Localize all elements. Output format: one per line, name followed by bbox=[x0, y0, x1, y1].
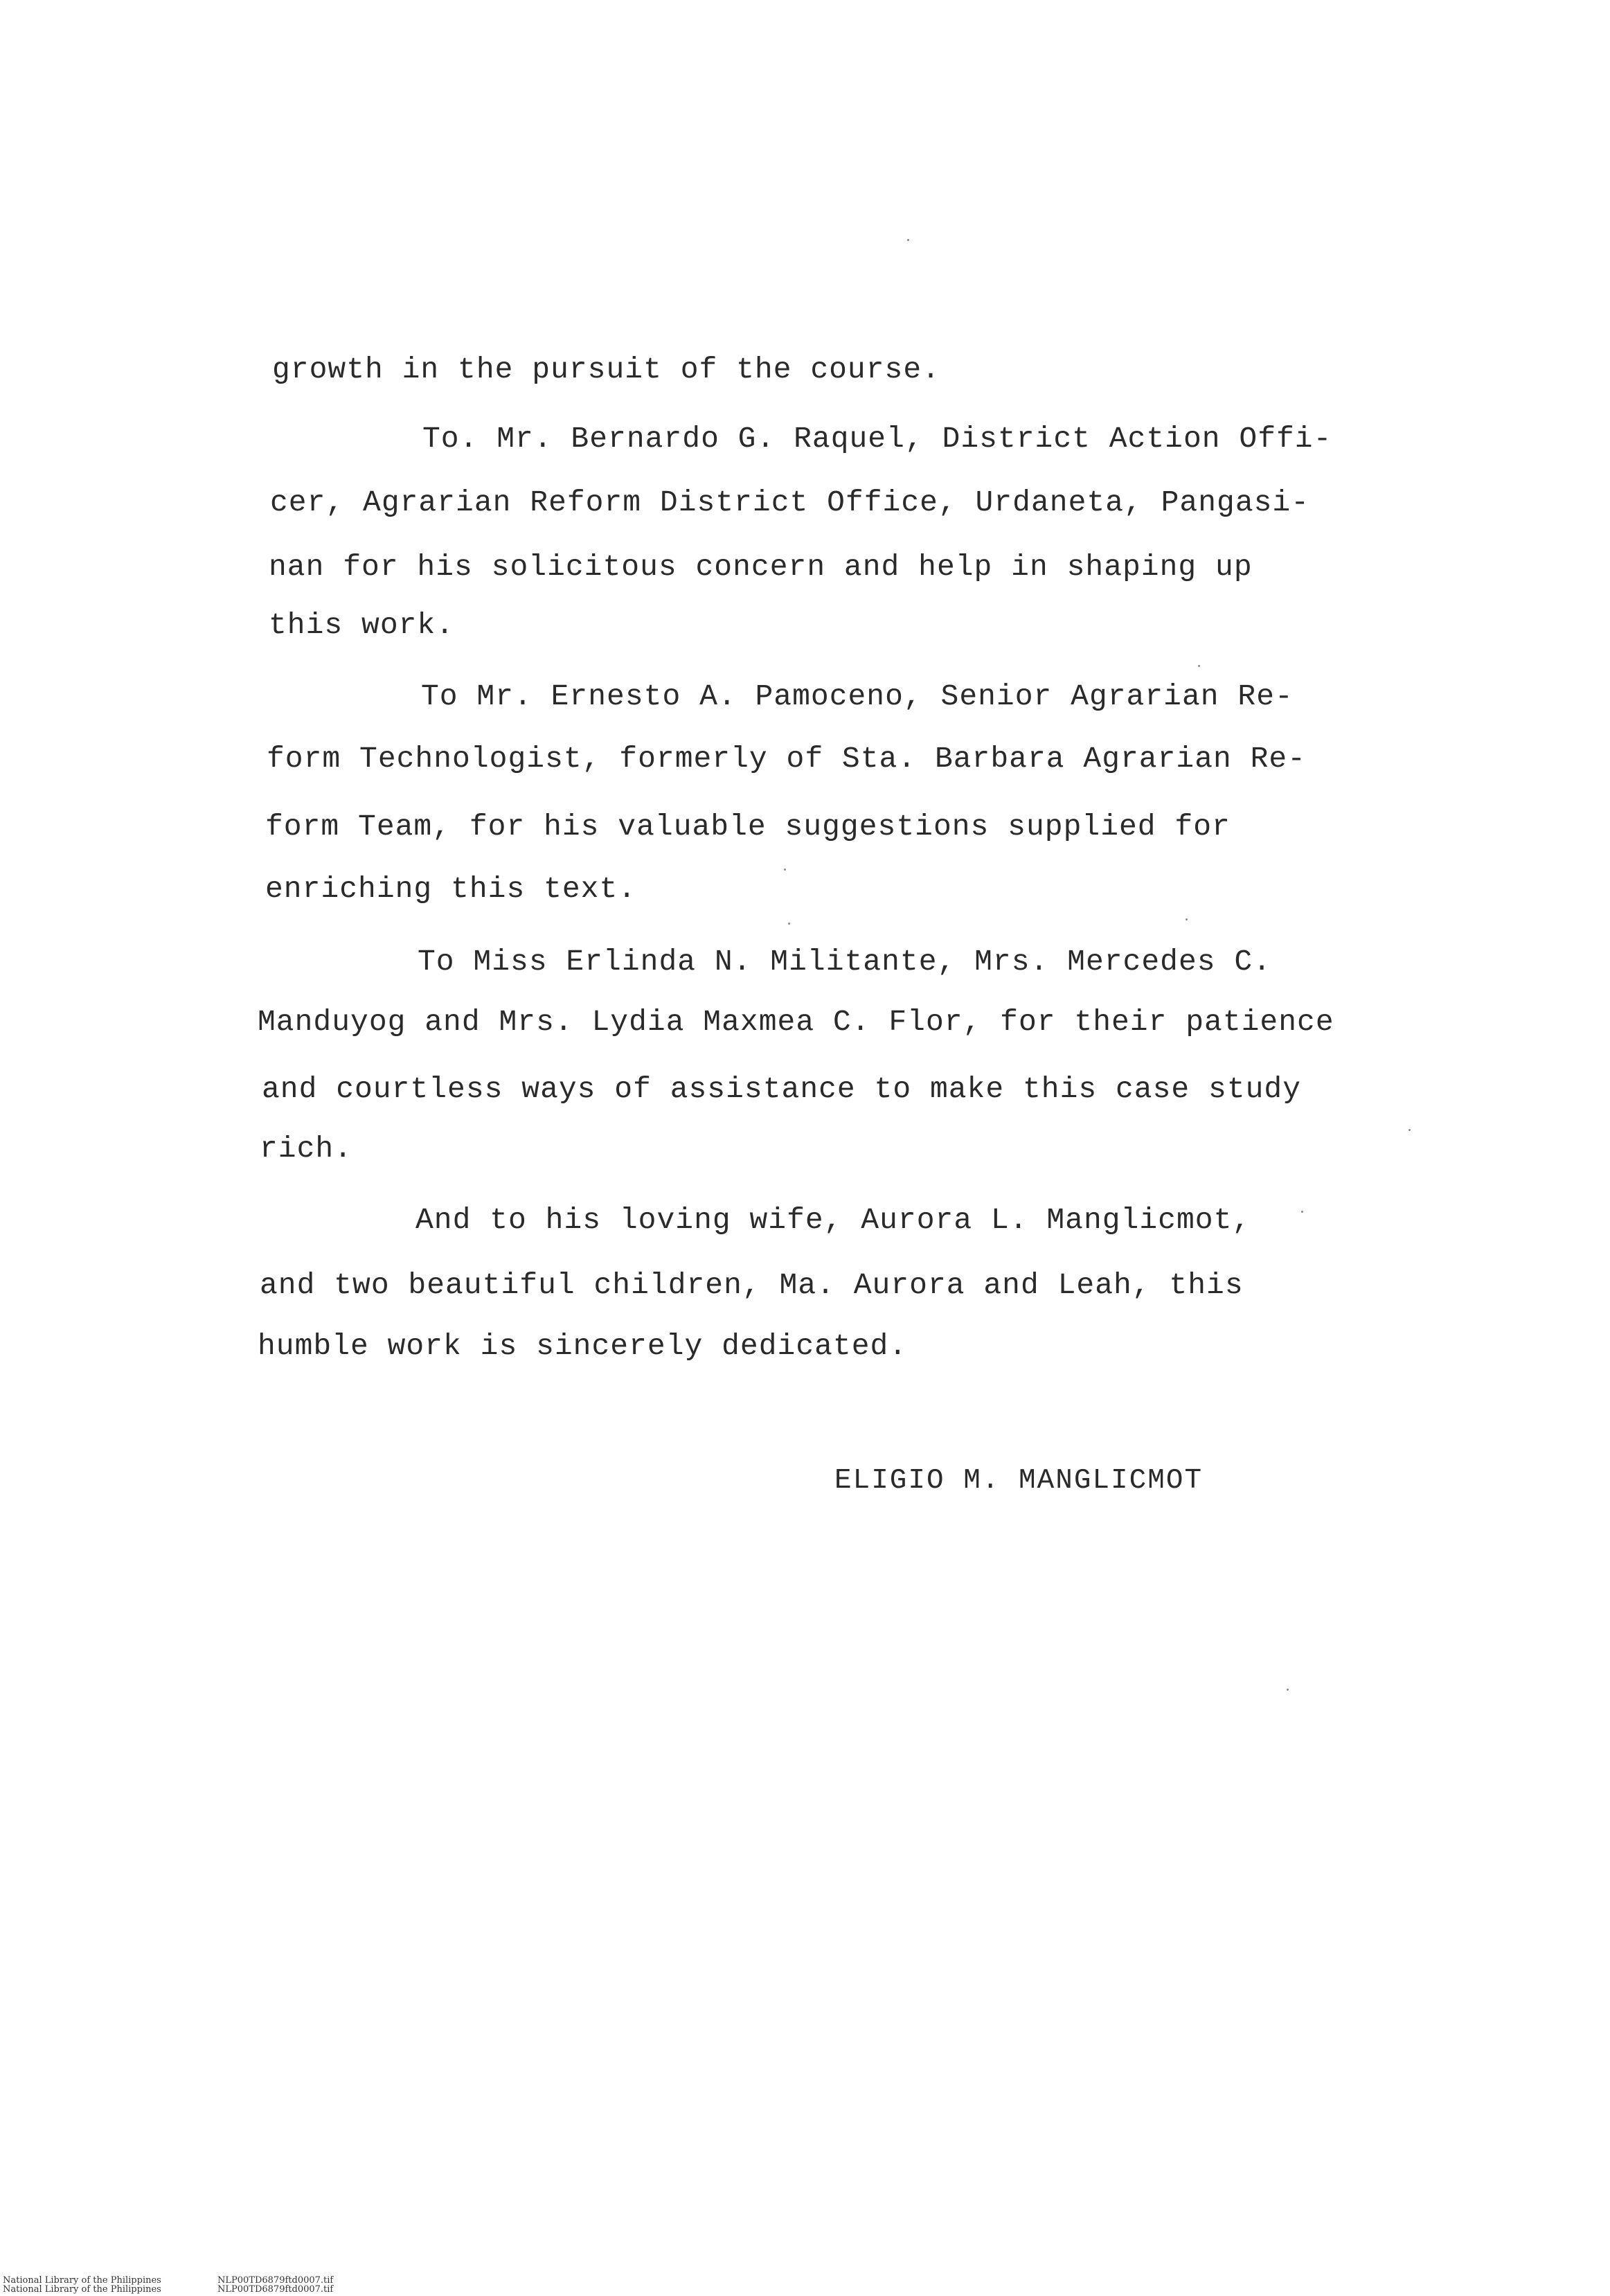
paragraph-line: cer, Agrarian Reform District Office, Urdaneta, Pangasi- bbox=[270, 486, 1310, 519]
paragraph-line: And to his loving wife, Aurora L. Manglicmot, bbox=[415, 1203, 1251, 1237]
paragraph-line: growth in the pursuit of the course. bbox=[272, 353, 940, 386]
paragraph-line: To. Mr. Bernardo G. Raquel, District Action Offi- bbox=[422, 422, 1332, 456]
paragraph-line: form Team, for his valuable suggestions supplied for bbox=[265, 810, 1231, 844]
paragraph-line: and courtless ways of assistance to make this case study bbox=[262, 1072, 1302, 1106]
signature: ELIGIO M. MANGLICMOT bbox=[834, 1465, 1204, 1497]
scan-speck bbox=[788, 923, 790, 925]
scan-speck bbox=[1198, 665, 1200, 667]
scan-speck bbox=[1301, 1211, 1303, 1213]
footer-library: National Library of the Philippines bbox=[3, 2284, 161, 2295]
footer-library: National Library of the Philippines bbox=[3, 2275, 161, 2286]
scan-speck bbox=[1287, 1689, 1289, 1691]
paragraph-line: rich. bbox=[260, 1132, 353, 1166]
scan-speck bbox=[907, 239, 909, 241]
paragraph-line: and two beautiful children, Ma. Aurora and Leah, this bbox=[260, 1268, 1244, 1302]
paragraph-line: humble work is sincerely dedicated. bbox=[258, 1329, 908, 1363]
paragraph-line: To Miss Erlinda N. Militante, Mrs. Mercedes C. bbox=[418, 945, 1271, 979]
footer-line bbox=[3, 2285, 333, 2295]
scan-speck bbox=[1408, 1129, 1411, 1131]
paragraph-line: To Mr. Ernesto A. Pamoceno, Senior Agrarian Re- bbox=[421, 679, 1294, 713]
scan-speck bbox=[784, 869, 786, 871]
footer-file: NLP00TD6879ftd0007.tif bbox=[217, 2275, 334, 2286]
paragraph-line: nan for his solicitous concern and help in shaping up bbox=[269, 550, 1253, 584]
paragraph-line: enriching this text. bbox=[265, 872, 637, 906]
paragraph-line: Manduyog and Mrs. Lydia Maxmea C. Flor, for their patience bbox=[258, 1005, 1334, 1039]
scan-speck bbox=[1186, 918, 1188, 920]
paragraph-line: form Technologist, formerly of Sta. Barbara Agrarian Re- bbox=[267, 742, 1307, 776]
footer-file: NLP00TD6879ftd0007.tif bbox=[217, 2284, 334, 2295]
paragraph-line: this work. bbox=[269, 608, 455, 642]
